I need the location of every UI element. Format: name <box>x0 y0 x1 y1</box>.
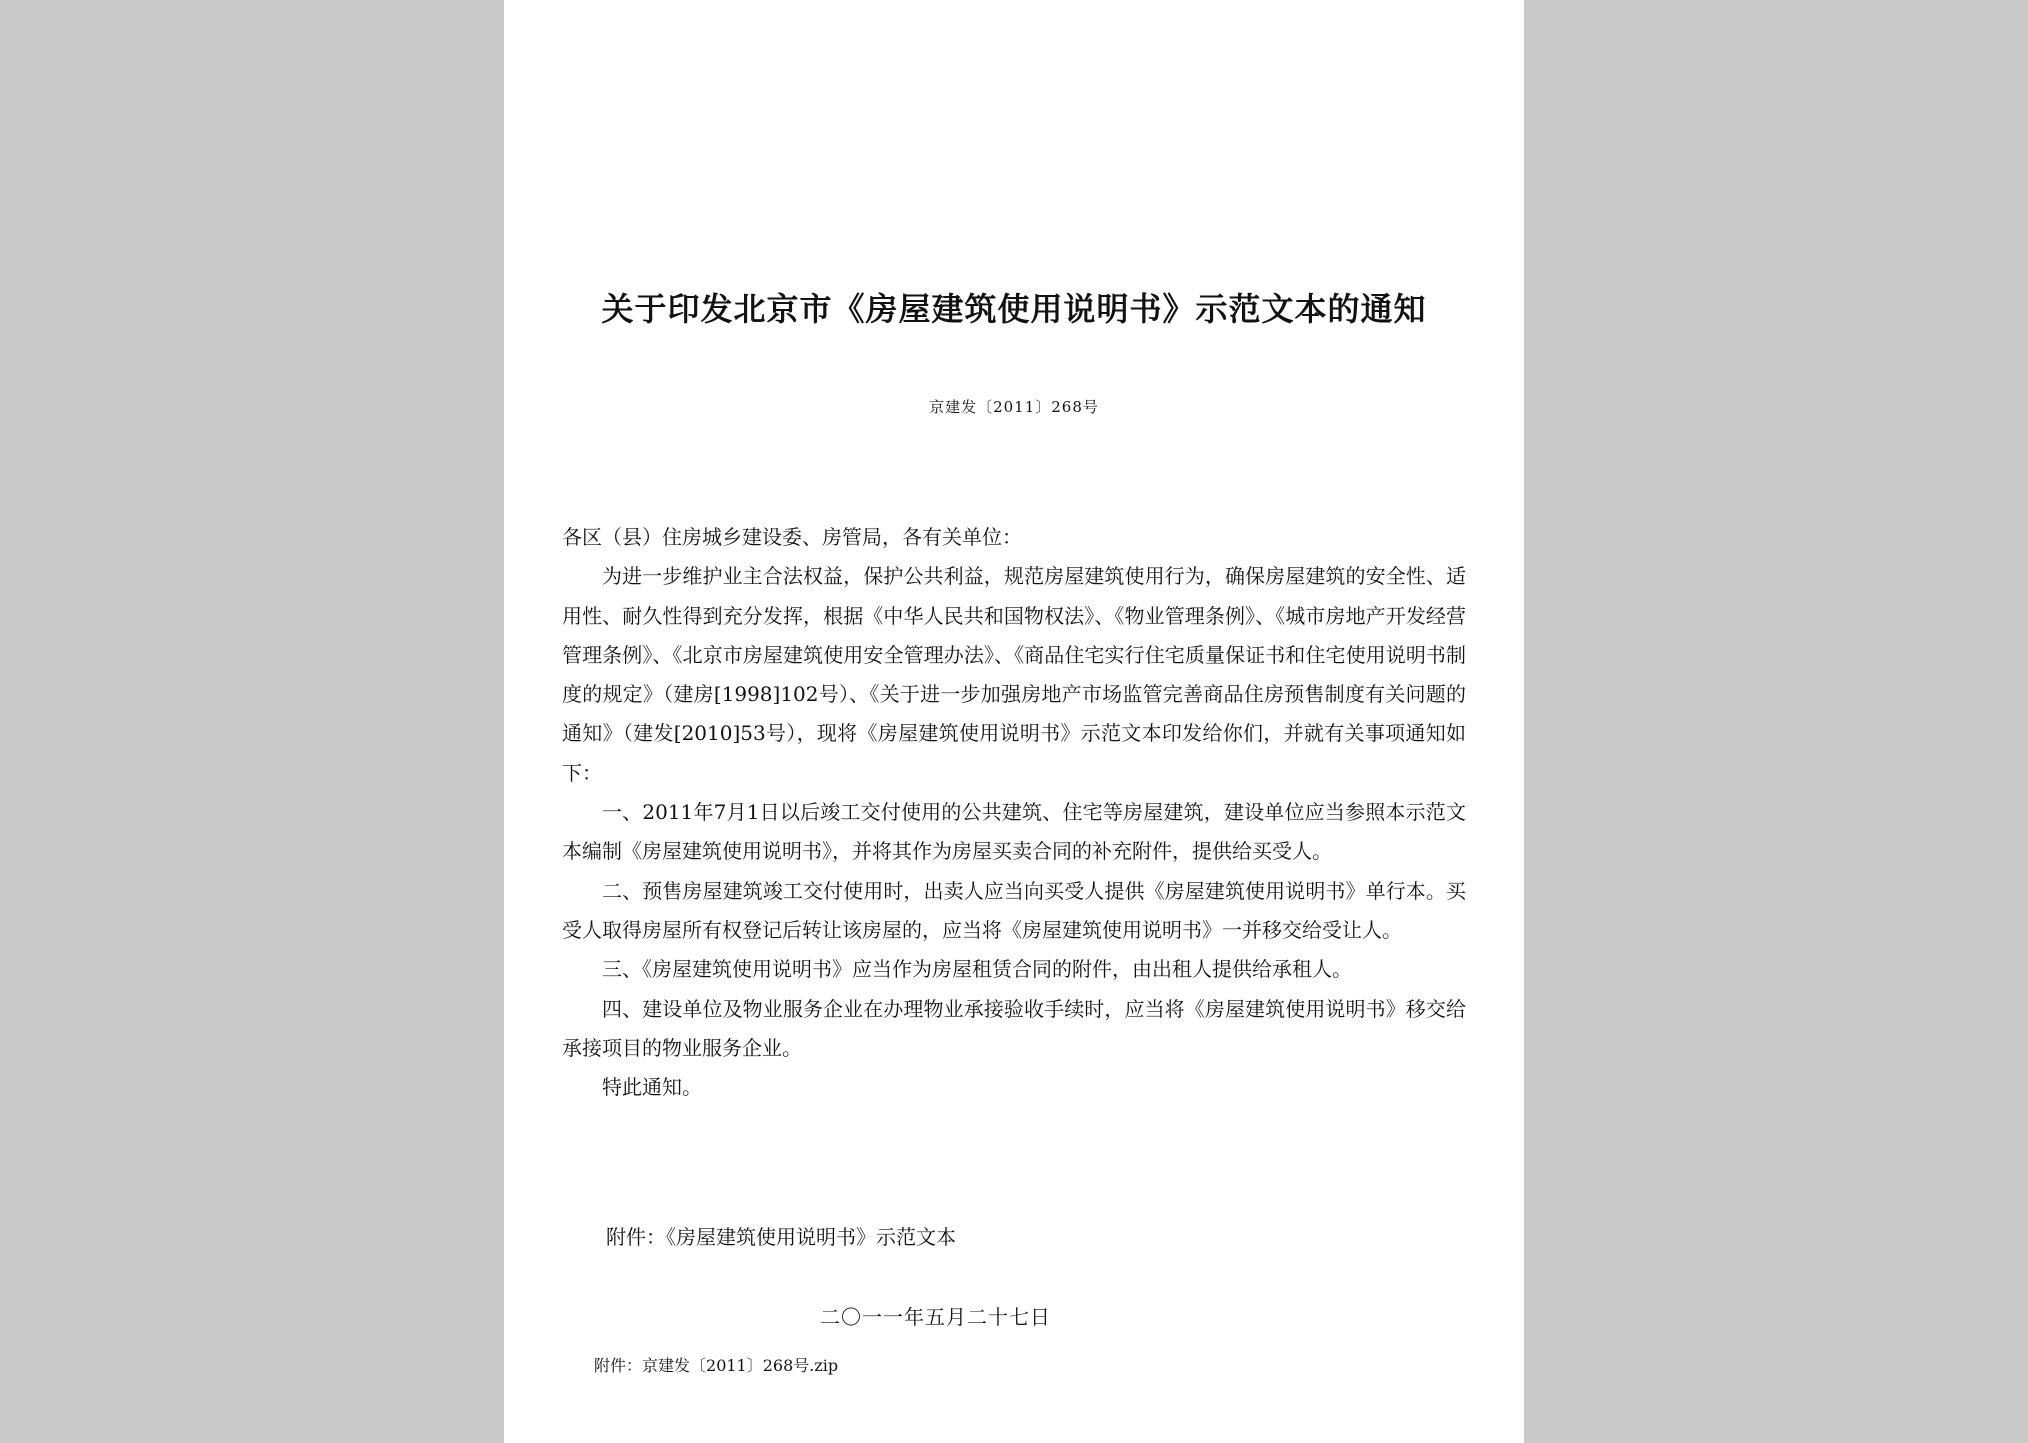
paragraph-item-2: 二、预售房屋建筑竣工交付使用时，出卖人应当向买受人提供《房屋建筑使用说明书》单行本。买受人取得房屋所有权登记后转让该房屋的，应当将《房屋建筑使用说明书》一并移交给受让人。 <box>562 878 1466 942</box>
document-title: 关于印发北京市《房屋建筑使用说明书》示范文本的通知 <box>601 290 1427 328</box>
document-body <box>562 518 1466 1107</box>
document-number: 京建发〔2011〕268号 <box>929 398 1099 416</box>
salutation: 各区（县）住房城乡建设委、房管局，各有关单位： <box>562 525 1022 549</box>
paragraph-item-1: 一、2011年7月1日以后竣工交付使用的公共建筑、住宅等房屋建筑，建设单位应当参照本示范文本编制《房屋建筑使用说明书》，并将其作为房屋买卖合同的补充附件，提供给买受人。 <box>562 800 1466 864</box>
paragraph-closing: 特此通知。 <box>602 1075 702 1100</box>
document-date: 二〇一一年五月二十七日 <box>820 1305 1051 1329</box>
attachment-file-label: 附件： <box>594 1356 643 1375</box>
paragraph-item-3: 三、《房屋建筑使用说明书》应当作为房屋租赁合同的附件，由出租人提供给承租人。 <box>602 957 1352 982</box>
attachment-file <box>594 1354 838 1378</box>
attachment-note: 附件：《房屋建筑使用说明书》示范文本 <box>606 1225 956 1249</box>
document-page <box>504 0 1524 1443</box>
attachment-file-link[interactable]: 京建发〔2011〕268号.zip <box>642 1356 839 1375</box>
paragraph-intro: 为进一步维护业主合法权益，保护公共利益，规范房屋建筑使用行为，确保房屋建筑的安全性、适用性、耐久性得到充分发挥，根据《中华人民共和国物权法》、《物业管理条例》、《城市房地产开发经营管理条例》、《北京市房屋建筑使用安全管理办法》、《商品住宅实行住宅质量保证书和住宅使用说明书制度的规定》（建房[1998]102号）、《关于进一步加强房地产市场监管完善商品住房预售制度有关问题的通知》（建发[2010]53号），现将《房屋建筑使用说明书》示范文本印发给你们，并就有关事项通知如下： <box>562 564 1466 785</box>
paragraph-item-4: 四、建设单位及物业服务企业在办理物业承接验收手续时，应当将《房屋建筑使用说明书》移交给承接项目的物业服务企业。 <box>562 996 1466 1060</box>
